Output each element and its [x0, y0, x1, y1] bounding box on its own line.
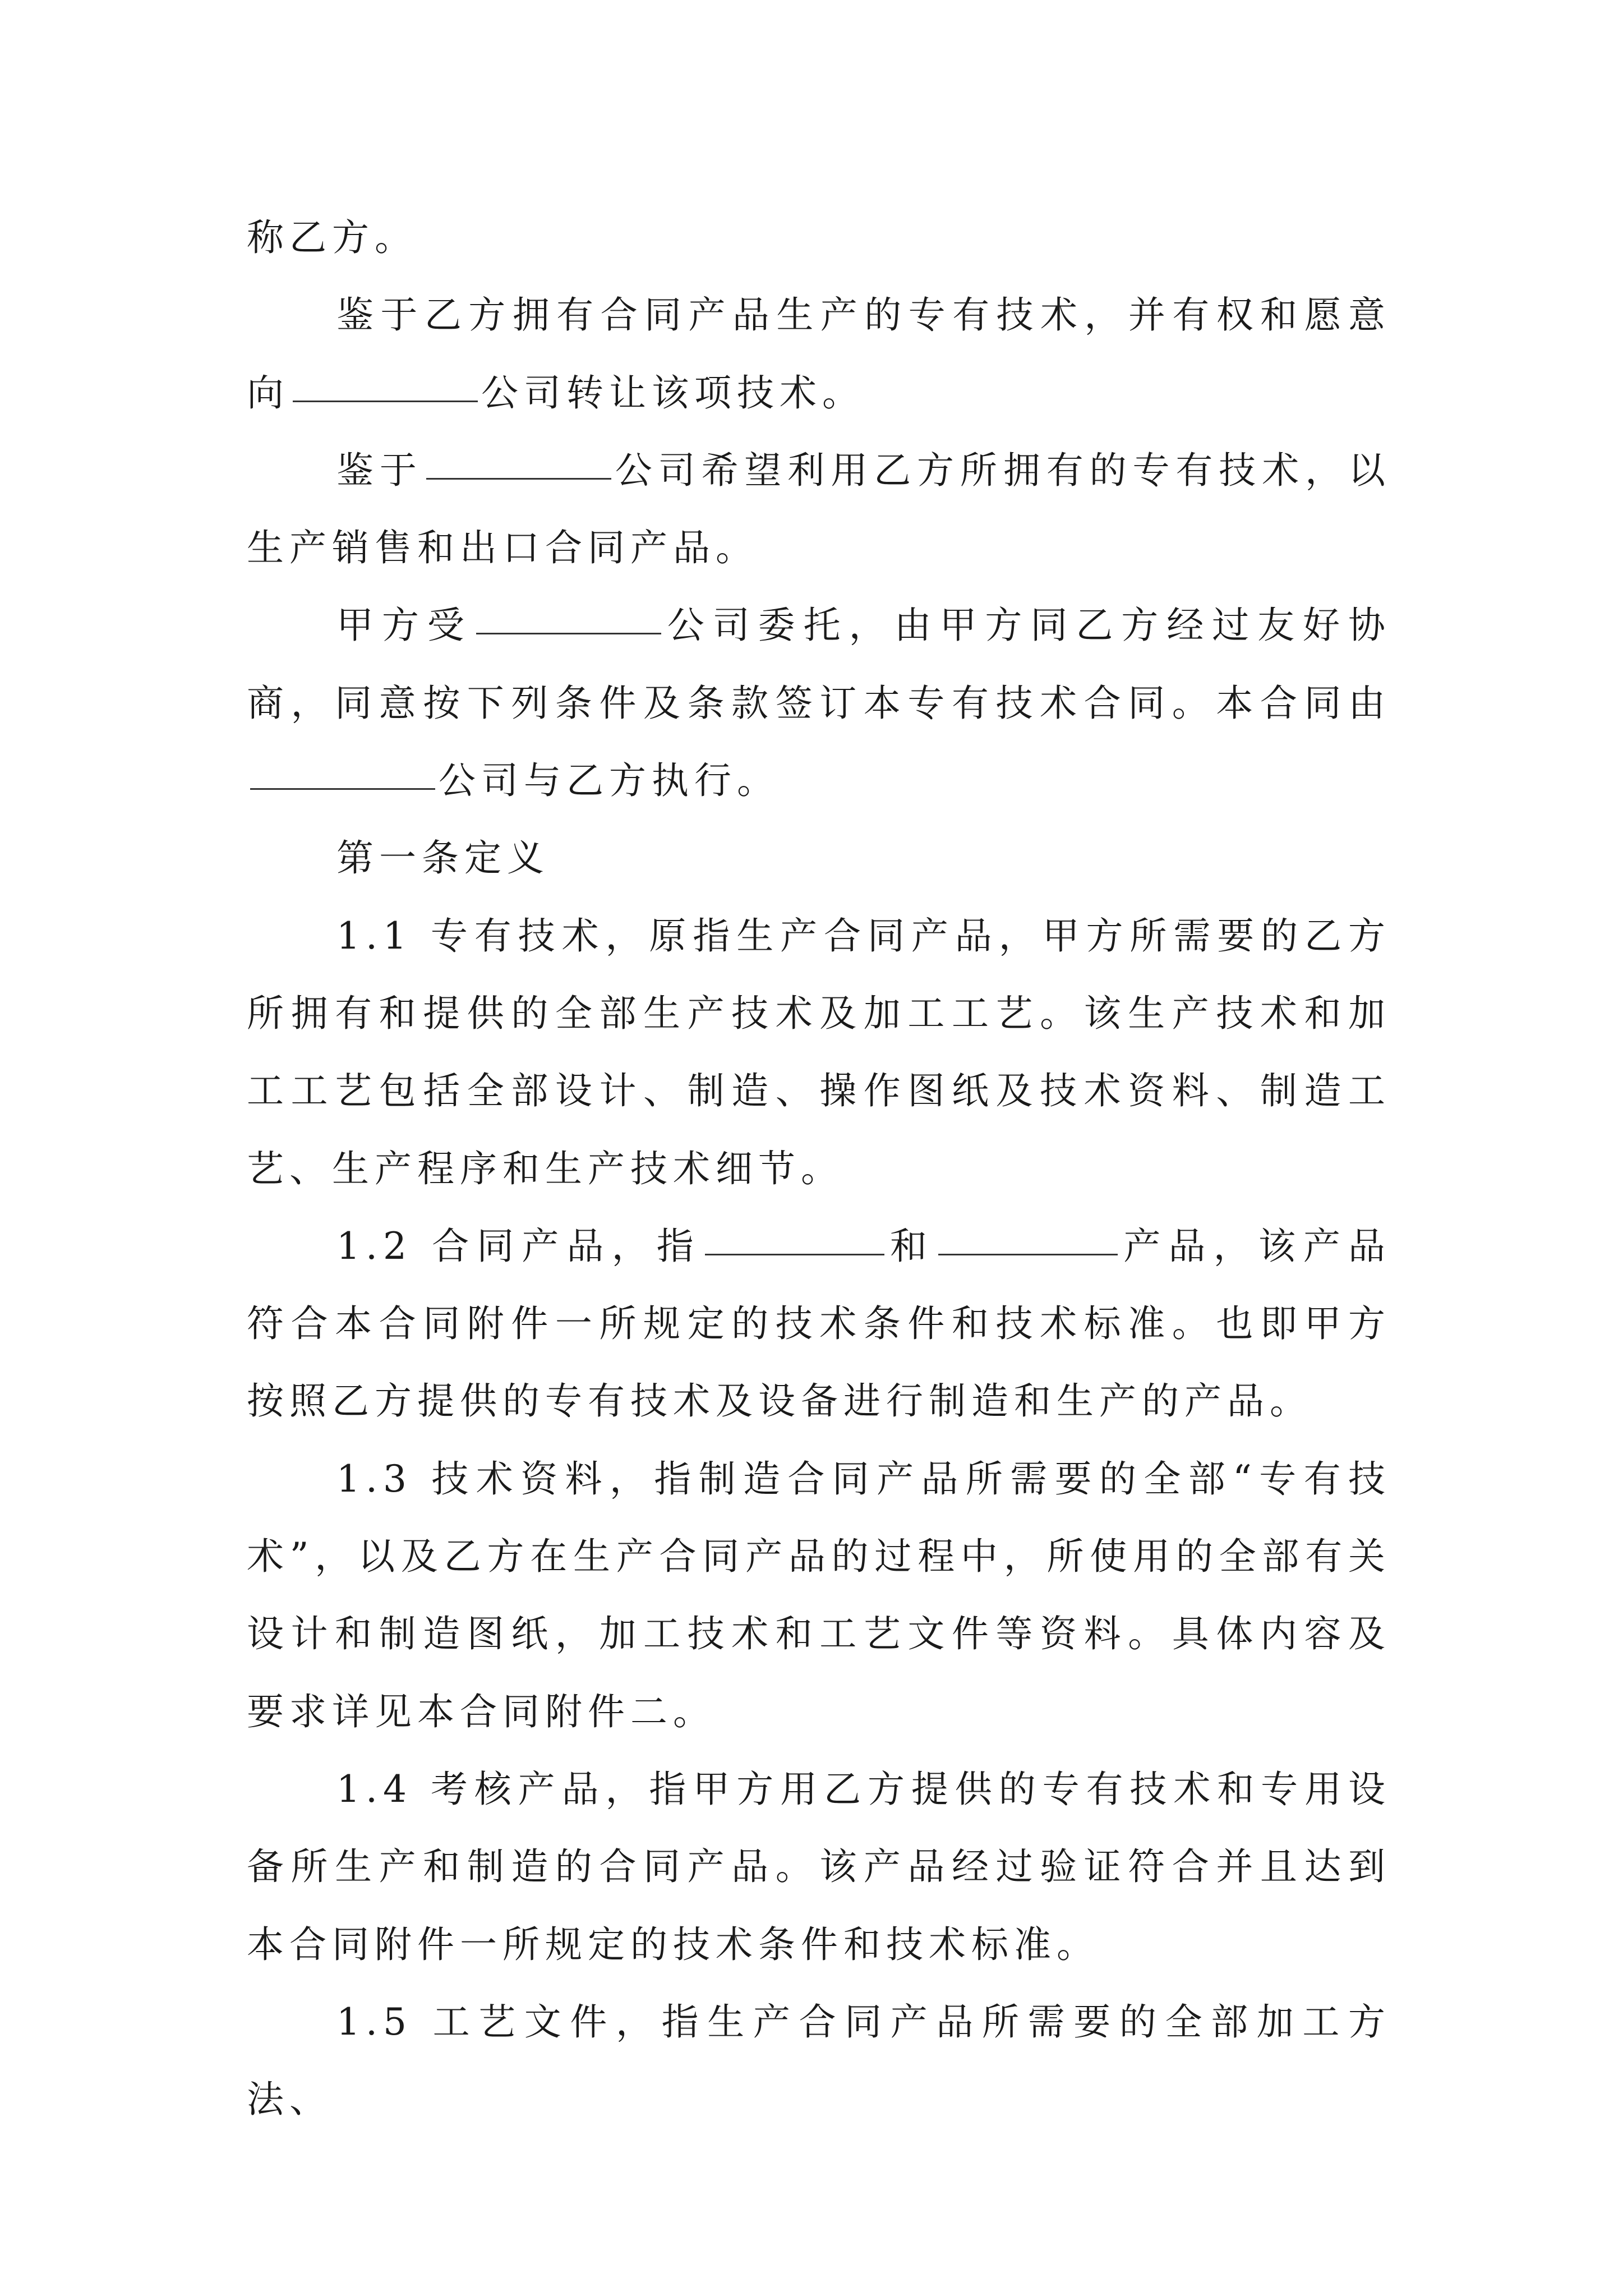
- paragraph-1-2-text: 1.2 合同产品，指: [336, 1224, 702, 1268]
- fill-in-blank: [293, 400, 478, 402]
- paragraph-3-text: 鉴于: [336, 448, 423, 492]
- paragraph-2-text: 鉴于乙方拥有合同产品生产的专有技术，并有权和愿意向: [247, 293, 1391, 415]
- paragraph-4-text-cont: 公司委托，由甲方同乙方经过友好协商，同意按下列条件及条款签订本专有技术合同。本合同由: [247, 604, 1391, 725]
- paragraph-1-2: [247, 1208, 1391, 1441]
- section-heading-text: 第一条定义: [336, 836, 550, 880]
- paragraph-1-1: [247, 898, 1391, 1208]
- section-heading: [247, 820, 1391, 897]
- fill-in-blank: [426, 477, 611, 480]
- paragraph-1: [247, 199, 1391, 277]
- fill-in-blank: [705, 1253, 884, 1255]
- document-body: [247, 199, 1391, 2138]
- paragraph-1-3-text: 1.3 技术资料，指制造合同产品所需要的全部“专有技术”，以及乙方在生产合同产品的过程中，所使用的全部有关设计和制造图纸，加工技术和工艺文件等资料。具体内容及要求详见本合同附件二。: [247, 1457, 1391, 1733]
- paragraph-1-3: [247, 1441, 1391, 1751]
- paragraph-1-1-text: 1.1 专有技术，原指生产合同产品，甲方所需要的乙方所拥有和提供的全部生产技术及加工工艺。该生产技术和加工工艺包括全部设计、制造、操作图纸及技术资料、制造工艺、生产程序和生产技术细节。: [247, 914, 1391, 1190]
- paragraph-1-4: [247, 1751, 1391, 1984]
- fill-in-blank: [476, 632, 661, 634]
- paragraph-4: [247, 587, 1391, 820]
- paragraph-1-5-text: 1.5 工艺文件，指生产合同产品所需要的全部加工方法、: [247, 2000, 1391, 2122]
- fill-in-blank: [250, 788, 435, 790]
- paragraph-2-text-cont: 公司转让该项技术。: [481, 371, 865, 415]
- paragraph-2: [247, 277, 1391, 432]
- paragraph-1-2-and: 和: [887, 1224, 935, 1268]
- paragraph-4-text-end: 公司与乙方执行。: [439, 759, 780, 803]
- paragraph-1-4-text: 1.4 考核产品，指甲方用乙方提供的专有技术和专用设备所生产和制造的合同产品。该产品经过验证符合并且达到本合同附件一所规定的技术条件和技术标准。: [247, 1767, 1391, 1966]
- paragraph-1-2-text-cont: 产品，该产品符合本合同附件一所规定的技术条件和技术标准。也即甲方按照乙方提供的专有技术及设备进行制造和生产的产品。: [247, 1224, 1391, 1423]
- paragraph-3: [247, 432, 1391, 587]
- fill-in-blank: [938, 1253, 1118, 1255]
- paragraph-1-5: [247, 1984, 1391, 2139]
- paragraph-3-text-cont: 公司希望利用乙方所拥有的专有技术，以生产销售和出口合同产品。: [247, 448, 1391, 570]
- paragraph-1-text: 称乙方。: [247, 216, 417, 259]
- paragraph-4-text: 甲方受: [336, 604, 473, 647]
